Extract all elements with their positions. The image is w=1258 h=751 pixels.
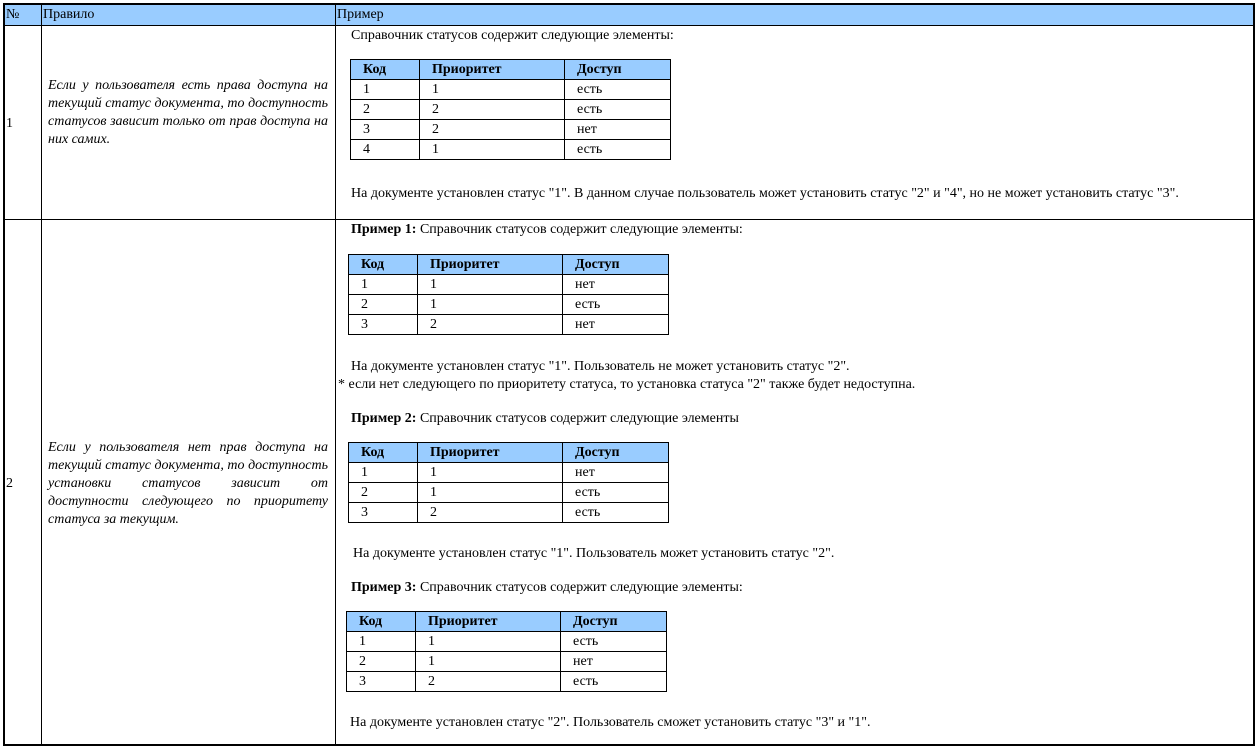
table-cell: 1	[351, 80, 420, 100]
table-cell: есть	[561, 632, 667, 652]
col-priority: Приоритет	[418, 255, 563, 275]
table-cell: 1	[420, 140, 565, 160]
example-conclusion: На документе установлен статус "1". Пользователь не может установить статус "2".	[351, 359, 850, 374]
table-cell: 1	[416, 632, 561, 652]
table-cell: 2	[420, 120, 565, 140]
table-cell: 2	[349, 483, 418, 503]
example-1-heading: Пример 1: Справочник статусов содержит следующие элементы:	[351, 222, 743, 237]
table-cell: 2	[418, 503, 563, 523]
table-cell: 1	[418, 275, 563, 295]
table-cell: 2	[416, 672, 561, 692]
table-cell: 1	[416, 652, 561, 672]
table-cell: есть	[561, 672, 667, 692]
table-row	[351, 80, 671, 100]
table-cell: есть	[563, 503, 669, 523]
table-cell: 2	[351, 100, 420, 120]
example-intro: Справочник статусов содержит следующие элементы:	[351, 28, 674, 43]
col-access: Доступ	[565, 60, 671, 80]
table-cell: 1	[349, 463, 418, 483]
col-access: Доступ	[563, 443, 669, 463]
col-code: Код	[351, 60, 420, 80]
table-row	[349, 483, 669, 503]
example-3-heading: Пример 3: Справочник статусов содержит следующие элементы:	[351, 580, 743, 595]
table-row	[347, 652, 667, 672]
table-cell: есть	[565, 140, 671, 160]
table-row	[347, 672, 667, 692]
table-cell: есть	[565, 80, 671, 100]
col-access: Доступ	[561, 612, 667, 632]
table-cell: 2	[349, 295, 418, 315]
table-row	[349, 275, 669, 295]
table-cell: нет	[563, 315, 669, 335]
example-conclusion: На документе установлен статус "1". В данном случае пользователь может установить статус "2" и "4", но не может установить статус "3".	[351, 186, 1179, 201]
table-cell: нет	[561, 652, 667, 672]
header-num: №	[5, 5, 42, 26]
header-rule: Правило	[42, 5, 336, 26]
status-table	[346, 611, 667, 692]
example-conclusion: На документе установлен статус "2". Пользователь сможет установить статус "3" и "1".	[350, 715, 871, 730]
status-table	[350, 59, 671, 160]
row-number: 1	[6, 116, 13, 131]
table-row	[349, 295, 669, 315]
table-cell: есть	[563, 295, 669, 315]
example-2-heading: Пример 2: Справочник статусов содержит следующие элементы	[351, 411, 739, 426]
table-cell: 2	[420, 100, 565, 120]
rule-text: Если у пользователя есть права доступа на текущий статус документа, то доступность статусов зависит только от прав доступа на них самих.	[48, 78, 328, 147]
table-cell: 1	[349, 275, 418, 295]
table-cell: 3	[349, 503, 418, 523]
example-note: * если нет следующего по приоритету статуса, то установка статуса "2" также будет недоступна.	[338, 377, 916, 392]
col-code: Код	[349, 255, 418, 275]
column-divider	[41, 5, 42, 744]
status-table	[348, 442, 669, 523]
row-number: 2	[6, 476, 13, 491]
col-priority: Приоритет	[418, 443, 563, 463]
col-priority: Приоритет	[416, 612, 561, 632]
table-cell: 4	[351, 140, 420, 160]
rule-text: Если у пользователя нет прав доступа на текущий статус документа, то доступность установки статусов зависит от доступности следующего по приоритету статуса за текущим.	[48, 440, 328, 527]
rules-table	[3, 3, 1255, 746]
table-row	[351, 100, 671, 120]
table-cell: 3	[351, 120, 420, 140]
table-cell: есть	[563, 483, 669, 503]
table-cell: 2	[347, 652, 416, 672]
table-row	[347, 632, 667, 652]
table-row	[349, 503, 669, 523]
table-row	[349, 463, 669, 483]
table-cell: есть	[565, 100, 671, 120]
table-cell: 1	[418, 463, 563, 483]
row-divider	[5, 219, 1253, 220]
table-cell: 1	[418, 295, 563, 315]
col-code: Код	[349, 443, 418, 463]
table-cell: 3	[347, 672, 416, 692]
table-cell: 2	[418, 315, 563, 335]
header-example: Пример	[336, 5, 1253, 26]
example-label: Пример 3:	[351, 580, 417, 595]
col-code: Код	[347, 612, 416, 632]
table-cell: 1	[420, 80, 565, 100]
example-label: Пример 2:	[351, 411, 417, 426]
status-table	[348, 254, 669, 335]
column-divider	[335, 5, 336, 744]
table-row	[351, 140, 671, 160]
example-label: Пример 1:	[351, 222, 417, 237]
table-cell: 1	[418, 483, 563, 503]
table-row	[349, 315, 669, 335]
table-row	[351, 120, 671, 140]
col-access: Доступ	[563, 255, 669, 275]
table-cell: нет	[565, 120, 671, 140]
example-conclusion: На документе установлен статус "1". Пользователь может установить статус "2".	[353, 546, 835, 561]
table-cell: 3	[349, 315, 418, 335]
table-cell: 1	[347, 632, 416, 652]
table-cell: нет	[563, 463, 669, 483]
table-cell: нет	[563, 275, 669, 295]
col-priority: Приоритет	[420, 60, 565, 80]
